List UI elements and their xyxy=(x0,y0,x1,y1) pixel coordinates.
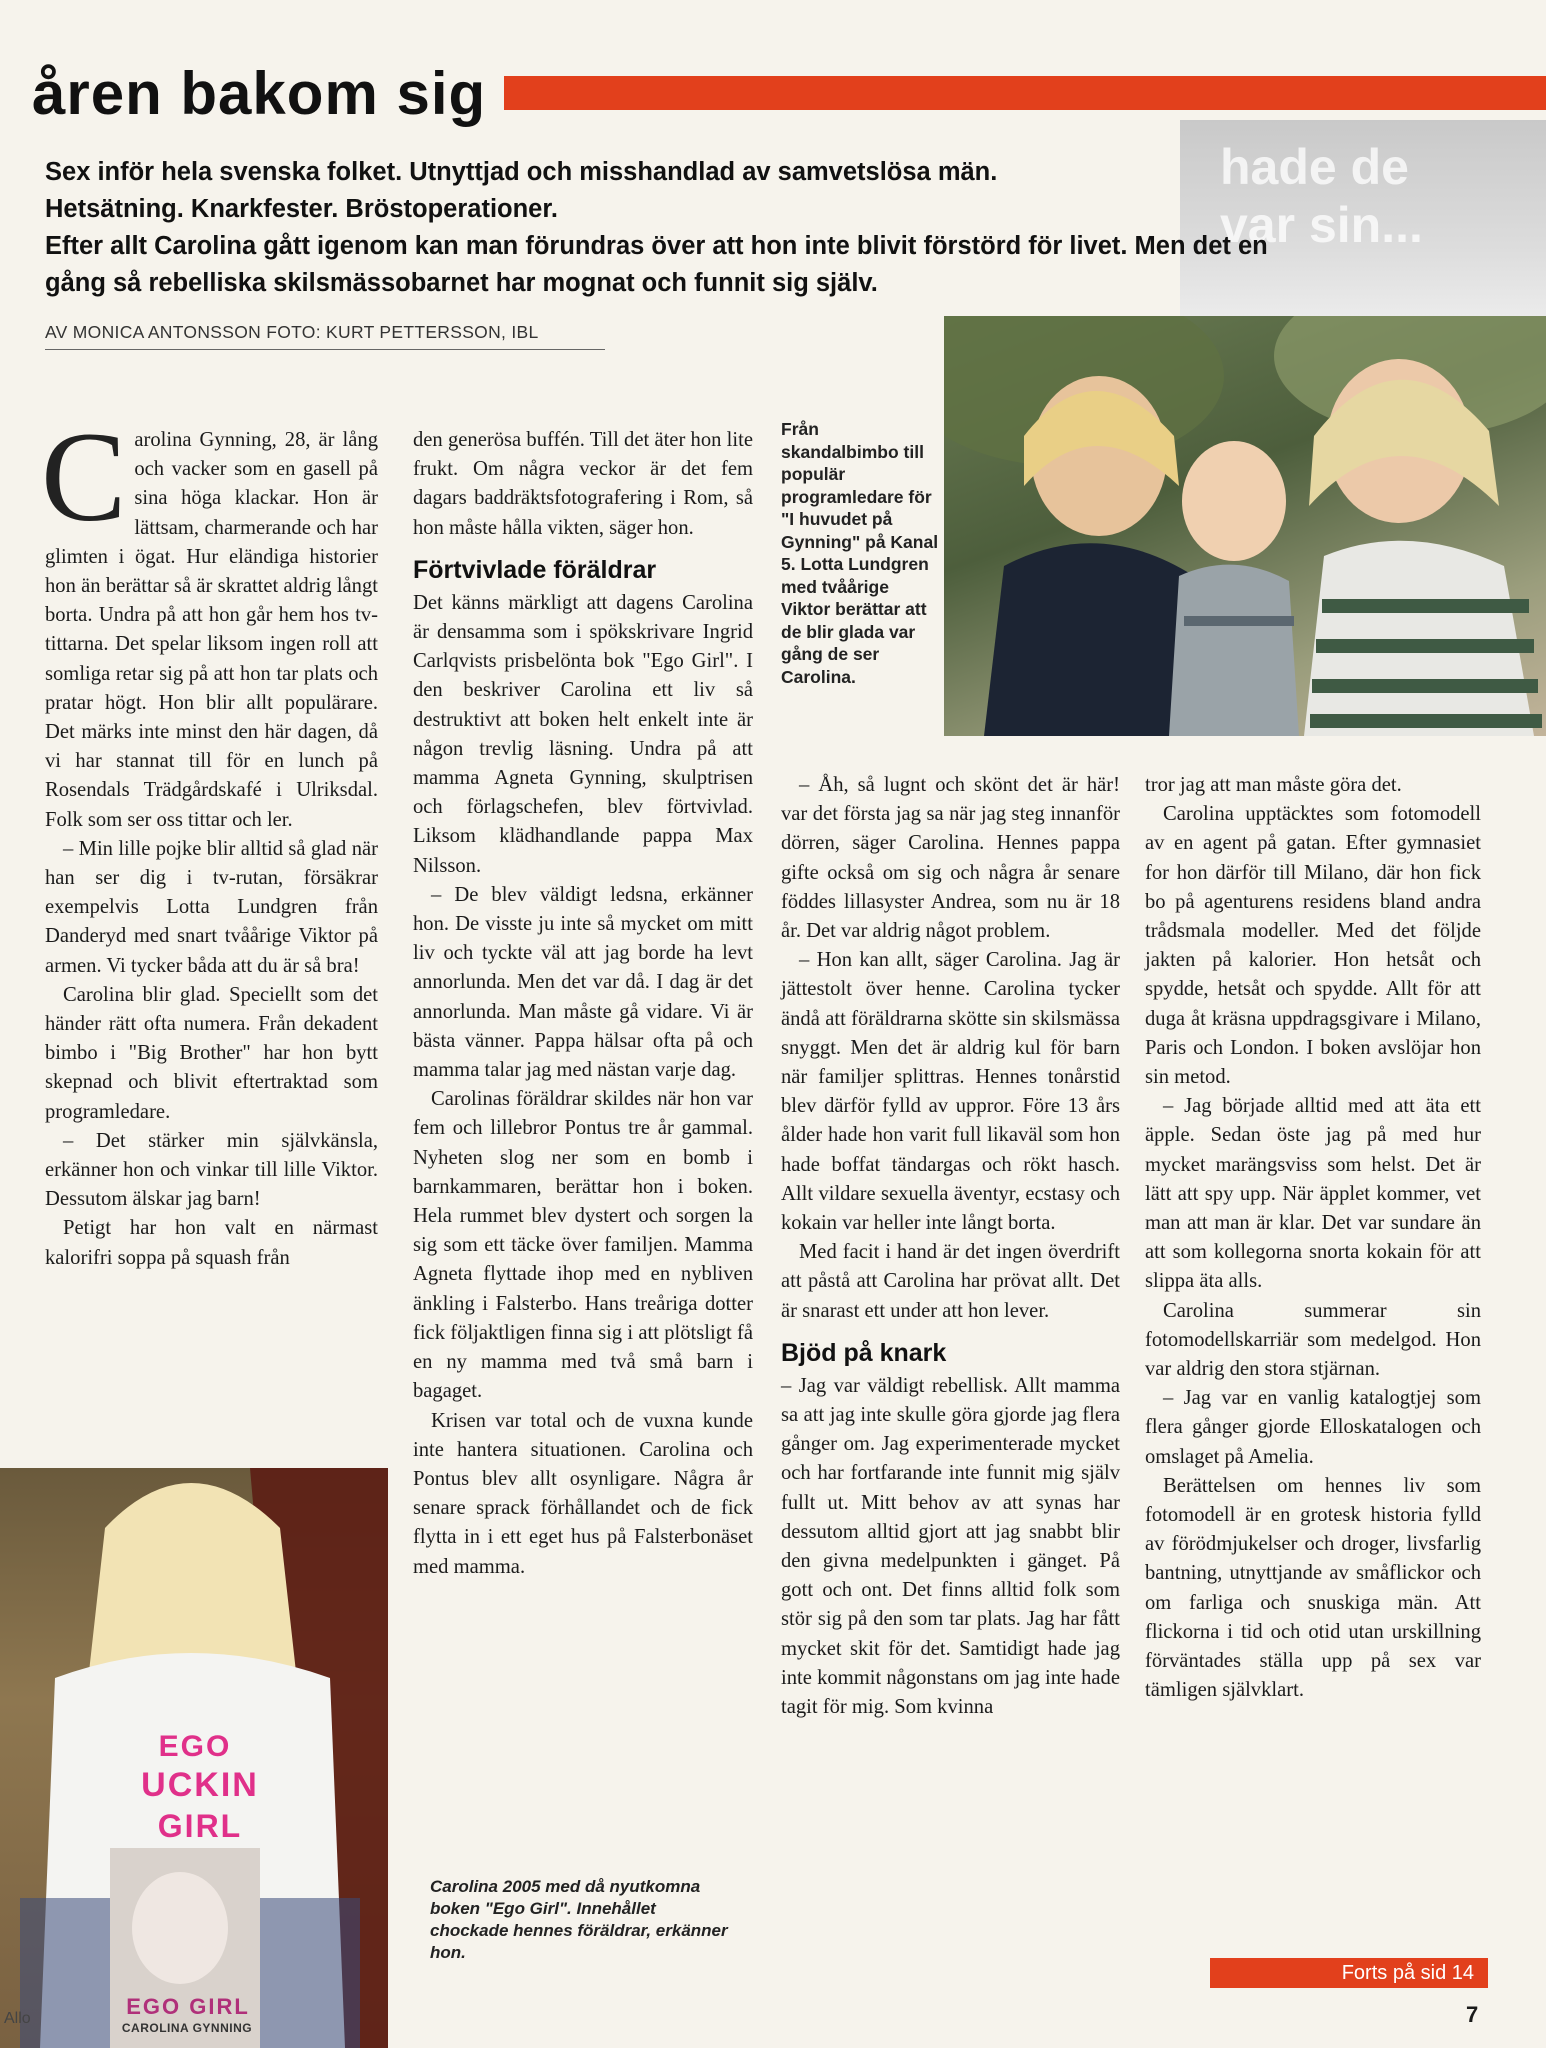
paragraph: – Åh, så lugnt och skönt det är här! var det första jag sa när jag steg innanför dörren, säger Carolina. Hennes pappa gifte också om sig och några år senare föddes lillasyster Andrea, som nu är 18 år. Det var aldrig något problem. xyxy=(781,774,1120,943)
paragraph: Petigt har hon valt en närmast kalorifri soppa på squash från xyxy=(45,1217,378,1269)
byline: AV MONICA ANTONSSON FOTO: KURT PETTERSSON, IBL xyxy=(45,322,605,350)
article-column-3 xyxy=(781,771,1120,1722)
shirt-text-line-2: UCKIN xyxy=(141,1766,259,1804)
headline-accent-bar xyxy=(504,76,1546,110)
paragraph: tror jag att man måste göra det. xyxy=(1145,774,1402,796)
article-lead xyxy=(45,154,1295,302)
article-headline: åren bakom sig xyxy=(32,60,487,127)
background-headline-line-1: hade de xyxy=(1220,139,1409,195)
paragraph: – Jag började alltid med att äta ett äpple. Sedan öste jag på med hur mycket marängsviss som helst. Det är lätt att spy upp. När äpplet kommer, vet man att man är klar. Det var sundare än att som kollegorna snorta kokain för att slippa äta alls. xyxy=(1145,1095,1481,1293)
continued-on-page-link: Forts på sid 14 xyxy=(1210,1958,1488,1988)
book-cover-author: CAROLINA GYNNING xyxy=(121,2021,253,2035)
shirt-text-line-1: EGO xyxy=(158,1730,232,1763)
paragraph: Med facit i hand är det ingen överdrift att påstå att Carolina har prövat allt. Det är snarast ett under att hon lever. xyxy=(781,1241,1120,1322)
book-cover-title: EGO GIRL xyxy=(126,1994,250,2019)
paragraph-text: arolina Gynning, 28, är lång och vacker som en gasell på sina höga klackar. Hon är lättsam, charmerande och har glimten i ögat. Hur eländiga historier hon än berättar så är skrattet aldrig långt borta. Undra på att hon går hem hos tv-tittarna. Det spelar liksom ingen roll att somliga retar sig på att hon tar plats och pratar högt. Hon blir allt populärare. Det märks inte minst den här dagen, då vi har stannat till för en lunch på Rosendals Trädgårdskafé i Ulriksdal. Folk som ser oss tittar och ler. xyxy=(45,429,378,831)
paragraph: Carolina summerar sin fotomodellskarriär som medelgod. Hon var aldrig den stora stjärnan. xyxy=(1145,1299,1481,1381)
lead-line: Efter allt Carolina gått igenom kan man förundras över att hon inte blivit förstörd för livet. Men det en gång så rebelliska skilsmässobarnet har mognat och funnit sig själv. xyxy=(45,232,1268,297)
page-number: 7 xyxy=(1466,2002,1479,2027)
paragraph: – Hon kan allt, säger Carolina. Jag är jättestolt över henne. Carolina tycker ändå att föräldrarna skötte sin skilsmässa snyggt. Men det är aldrig kul för barn när familjer splittras. Hennes tonårstid blev därför fylld av uppror. Före 13 års ålder hade hon varit full likaväl som hon hade boffat tändargas och rökt hasch. Allt vildare sexuella äventyr, ecstasy och kokain var heller inte långt borta. xyxy=(781,949,1120,1235)
drop-cap: C xyxy=(41,406,127,548)
paragraph: Krisen var total och de vuxna kunde inte hantera situationen. Carolina och Pontus blev allt osynligare. Några år senare sprack förhållandet och de fick flytta in i ett eget hus på Falsterbonäset med mamma. xyxy=(413,1409,753,1578)
paragraph xyxy=(41,406,378,835)
paragraph: – Det stärker min självkänsla, erkänner hon och vinkar till lille Viktor. Dessutom älskar jag barn! xyxy=(45,1129,378,1211)
article-column-2 xyxy=(413,426,753,1582)
photo-carolina-lotta-viktor xyxy=(944,316,1546,736)
article-column-4 xyxy=(1145,771,1481,1706)
paragraph: Carolinas föräldrar skildes när hon var fem och lillebror Pontus tre år gammal. Nyheten slog ner som en bomb i barnkammaren, berättar hon i boken. Hela rummet blev dystert och sorgen la sig som ett täcke över familjen. Mamma Agneta flyttade ihop med en nybliven änkling i Falsterbo. Hans treåriga dotter fick följaktligen finna sig i att plötsligt få en ny mamma med två små barn i bagaget. xyxy=(413,1088,753,1403)
photo-caption-top: Från skandalbimbo till populär programledare för "I huvudet på Gynning" på Kanal 5. Lotta Lundgren med tvåårige Viktor berättar att de blir glada var gång de ser Carolina. xyxy=(781,419,939,687)
paragraph: – Jag var väldigt rebellisk. Allt mamma sa att jag inte skulle göra gjorde jag flera gånger om. Jag experimenterade mycket och har fortfarande inte funnit mig själv fullt ut. Mitt behov av att synas har dessutom alltid gjort att jag snabbt blir den givna medelpunkten i gänget. På gott och ont. Det finns alltid folk som stör sig på den som tar plats. Jag har fått mycket skit för det. Samtidigt hade jag inte kommit någonstans om jag inte hade tagit för mig. Som kvinna xyxy=(781,1374,1120,1719)
subheading: Bjöd på knark xyxy=(781,1338,947,1367)
article-column-1 xyxy=(41,406,378,1273)
photo-carolina-ego-girl xyxy=(0,1468,388,2048)
photo-illustration xyxy=(944,316,1546,736)
paragraph: Carolina blir glad. Speciellt som det händer rätt ofta numera. Från dekadent bimbo i "Big Brother" har hon bytt skepnad och blivit eftertraktad som programledare. xyxy=(45,983,378,1123)
background-headline-line-2: var sin... xyxy=(1220,197,1423,253)
subheading: Förtvivlade föräldrar xyxy=(413,555,657,584)
photo-caption-bottom: Carolina 2005 med då nyutkomna boken "Ego Girl". Innehållet chockade hennes föräldrar, erkänner hon. xyxy=(430,1877,728,1962)
lead-line: Sex inför hela svenska folket. Utnyttjad och misshandlad av samvetslösa män. xyxy=(45,158,998,186)
lead-line: Hetsätning. Knarkfester. Bröstoperationer. xyxy=(45,195,558,223)
paragraph: – Jag var en vanlig katalogtjej som flera gånger gjorde Elloskatalogen och omslaget på Amelia. xyxy=(1145,1387,1481,1468)
paragraph: Carolina upptäcktes som fotomodell av en agent på gatan. Efter gymnasiet for hon därför till Milano, där hon fick bo på agenturens residens bland andra trådsmala modeller. Med det följde jakten på kalorier. Hon hetsåt och spydde, hetsåt och spydde. Allt för att duga åt kräsna uppdragsgivare i Milano, Paris och London. I boken avslöjar hon sin metod. xyxy=(1145,803,1481,1089)
footer-publication: Allo xyxy=(4,2010,31,2027)
paragraph: den generösa buffén. Till det äter hon lite frukt. Om några veckor är det fem dagars baddräktsfotografering i Rom, så hon måste hålla vikten, säger hon. xyxy=(413,429,753,539)
shirt-text-line-3: GIRL xyxy=(157,1808,243,1844)
paragraph: Det känns märkligt att dagens Carolina är densamma som i spökskrivare Ingrid Carlqvists prisbelönta bok "Ego Girl". I den beskriver Carolina ett liv så destruktivt att boken helt enkelt inte är någon trevlig läsning. Undra på att mamma Agneta Gynning, skulptrisen och förlagschefen, blev förtvivlad. Liksom klädhandlande pappa Max Nilsson. xyxy=(413,591,753,877)
paragraph: – Min lille pojke blir alltid så glad när han ser dig i tv-rutan, försäkrar exempelvis Lotta Lundgren från Danderyd med snart tvåårige Viktor på armen. Vi tycker båda att du är så bra! xyxy=(45,837,378,977)
paragraph: – De blev väldigt ledsna, erkänner hon. De visste ju inte så mycket om mitt liv och tyckte väl att jag borde ha levt annorlunda. Men det var då. I dag är det annorlunda. Man måste gå vidare. Vi är bästa vänner. Pappa hälsar ofta på och mamma talar jag med nästan varje dag. xyxy=(413,883,753,1082)
paragraph: Berättelsen om hennes liv som fotomodell är en grotesk historia fylld av förödmjukelser och droger, livsfarlig bantning, utnyttjande av småflickor och om farliga och snuskiga män. Att flickorna i tid och otid utan urskillning förväntades ställa upp på sex var tämligen självklart. xyxy=(1145,1474,1481,1702)
